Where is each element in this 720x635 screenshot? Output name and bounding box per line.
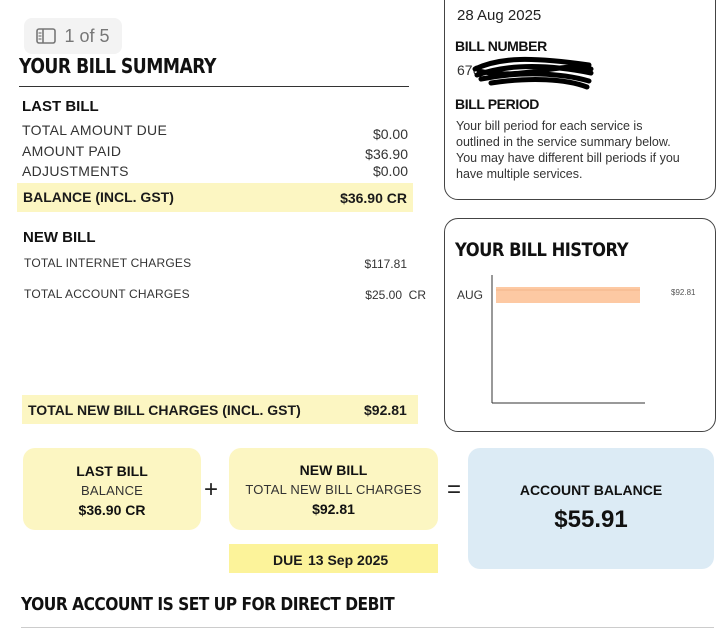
account-balance-amount: $55.91: [554, 506, 628, 533]
pages-icon: [36, 28, 56, 44]
bill-date: 28 Aug 2025: [457, 7, 542, 24]
total-new-bill-label: TOTAL NEW BILL CHARGES (INCL. GST): [28, 402, 301, 418]
bottom-divider: [21, 627, 714, 628]
total-new-bill-row: [22, 395, 418, 424]
last-bill-box-amount: $36.90 CR: [78, 502, 146, 518]
total-amount-due-label: TOTAL AMOUNT DUE: [22, 122, 168, 138]
due-label: DUE: [273, 552, 303, 568]
last-bill-box-sub: BALANCE: [80, 483, 144, 498]
chart-bar-aug: [496, 287, 640, 303]
equals-sign: =: [447, 476, 462, 503]
bill-period-label: BILL PERIOD: [455, 96, 540, 112]
total-amount-due-value: $0.00: [372, 126, 408, 142]
summary-title: YOUR BILL SUMMARY: [19, 54, 216, 78]
bill-number-label: BILL NUMBER: [455, 38, 547, 54]
amount-paid-value: $36.90: [365, 146, 408, 162]
chart-category-label: AUG: [457, 288, 484, 302]
chart-value-label: $92.81: [671, 288, 696, 297]
adjustments-value: $0.00: [372, 163, 408, 179]
bill-history-title: YOUR BILL HISTORY: [455, 239, 629, 261]
adjustments-label: ADJUSTMENTS: [22, 163, 129, 179]
direct-debit-notice: YOUR ACCOUNT IS SET UP FOR DIRECT DEBIT: [21, 594, 395, 615]
internet-charges-label: TOTAL INTERNET CHARGES: [24, 256, 192, 270]
internet-charges-value: $117.81: [364, 257, 407, 271]
account-balance-box: [468, 448, 714, 569]
balance-row: [17, 183, 413, 212]
new-bill-box-amount: $92.81: [312, 501, 355, 517]
redaction-scribble: [471, 51, 596, 91]
page-counter-label: 1 of 5: [64, 25, 110, 46]
new-bill-box-sub: TOTAL NEW BILL CHARGES: [245, 482, 422, 497]
page-counter[interactable]: [24, 18, 122, 54]
total-new-bill-amount: $92.81: [364, 402, 407, 418]
bill-info-panel: [444, 0, 716, 200]
due-date-bar: [229, 544, 438, 573]
account-charges-label: TOTAL ACCOUNT CHARGES: [24, 287, 190, 301]
bill-history-panel: [444, 218, 716, 432]
due-date: 13 Sep 2025: [308, 552, 389, 568]
new-bill-box: [229, 448, 438, 530]
last-bill-heading: LAST BILL: [22, 98, 99, 115]
new-bill-box-title: NEW BILL: [299, 462, 368, 478]
new-bill-heading: NEW BILL: [23, 229, 96, 246]
account-balance-title: ACCOUNT BALANCE: [519, 482, 663, 498]
amount-paid-label: AMOUNT PAID: [22, 143, 122, 159]
bill-number-value: 676: [457, 62, 481, 78]
plus-sign: +: [204, 476, 219, 503]
balance-label: BALANCE (INCL. GST): [23, 189, 174, 205]
bill-history-chart: [445, 271, 713, 411]
summary-divider: [19, 86, 409, 87]
last-bill-box: [23, 448, 201, 530]
account-charges-value: $25.00 CR: [365, 288, 426, 302]
bill-period-text: Your bill period for each service is outlined in the service summary below. You may have different bill periods if you have multiple services.: [456, 119, 680, 181]
balance-amount: $36.90 CR: [340, 190, 407, 206]
last-bill-box-title: LAST BILL: [76, 463, 148, 479]
